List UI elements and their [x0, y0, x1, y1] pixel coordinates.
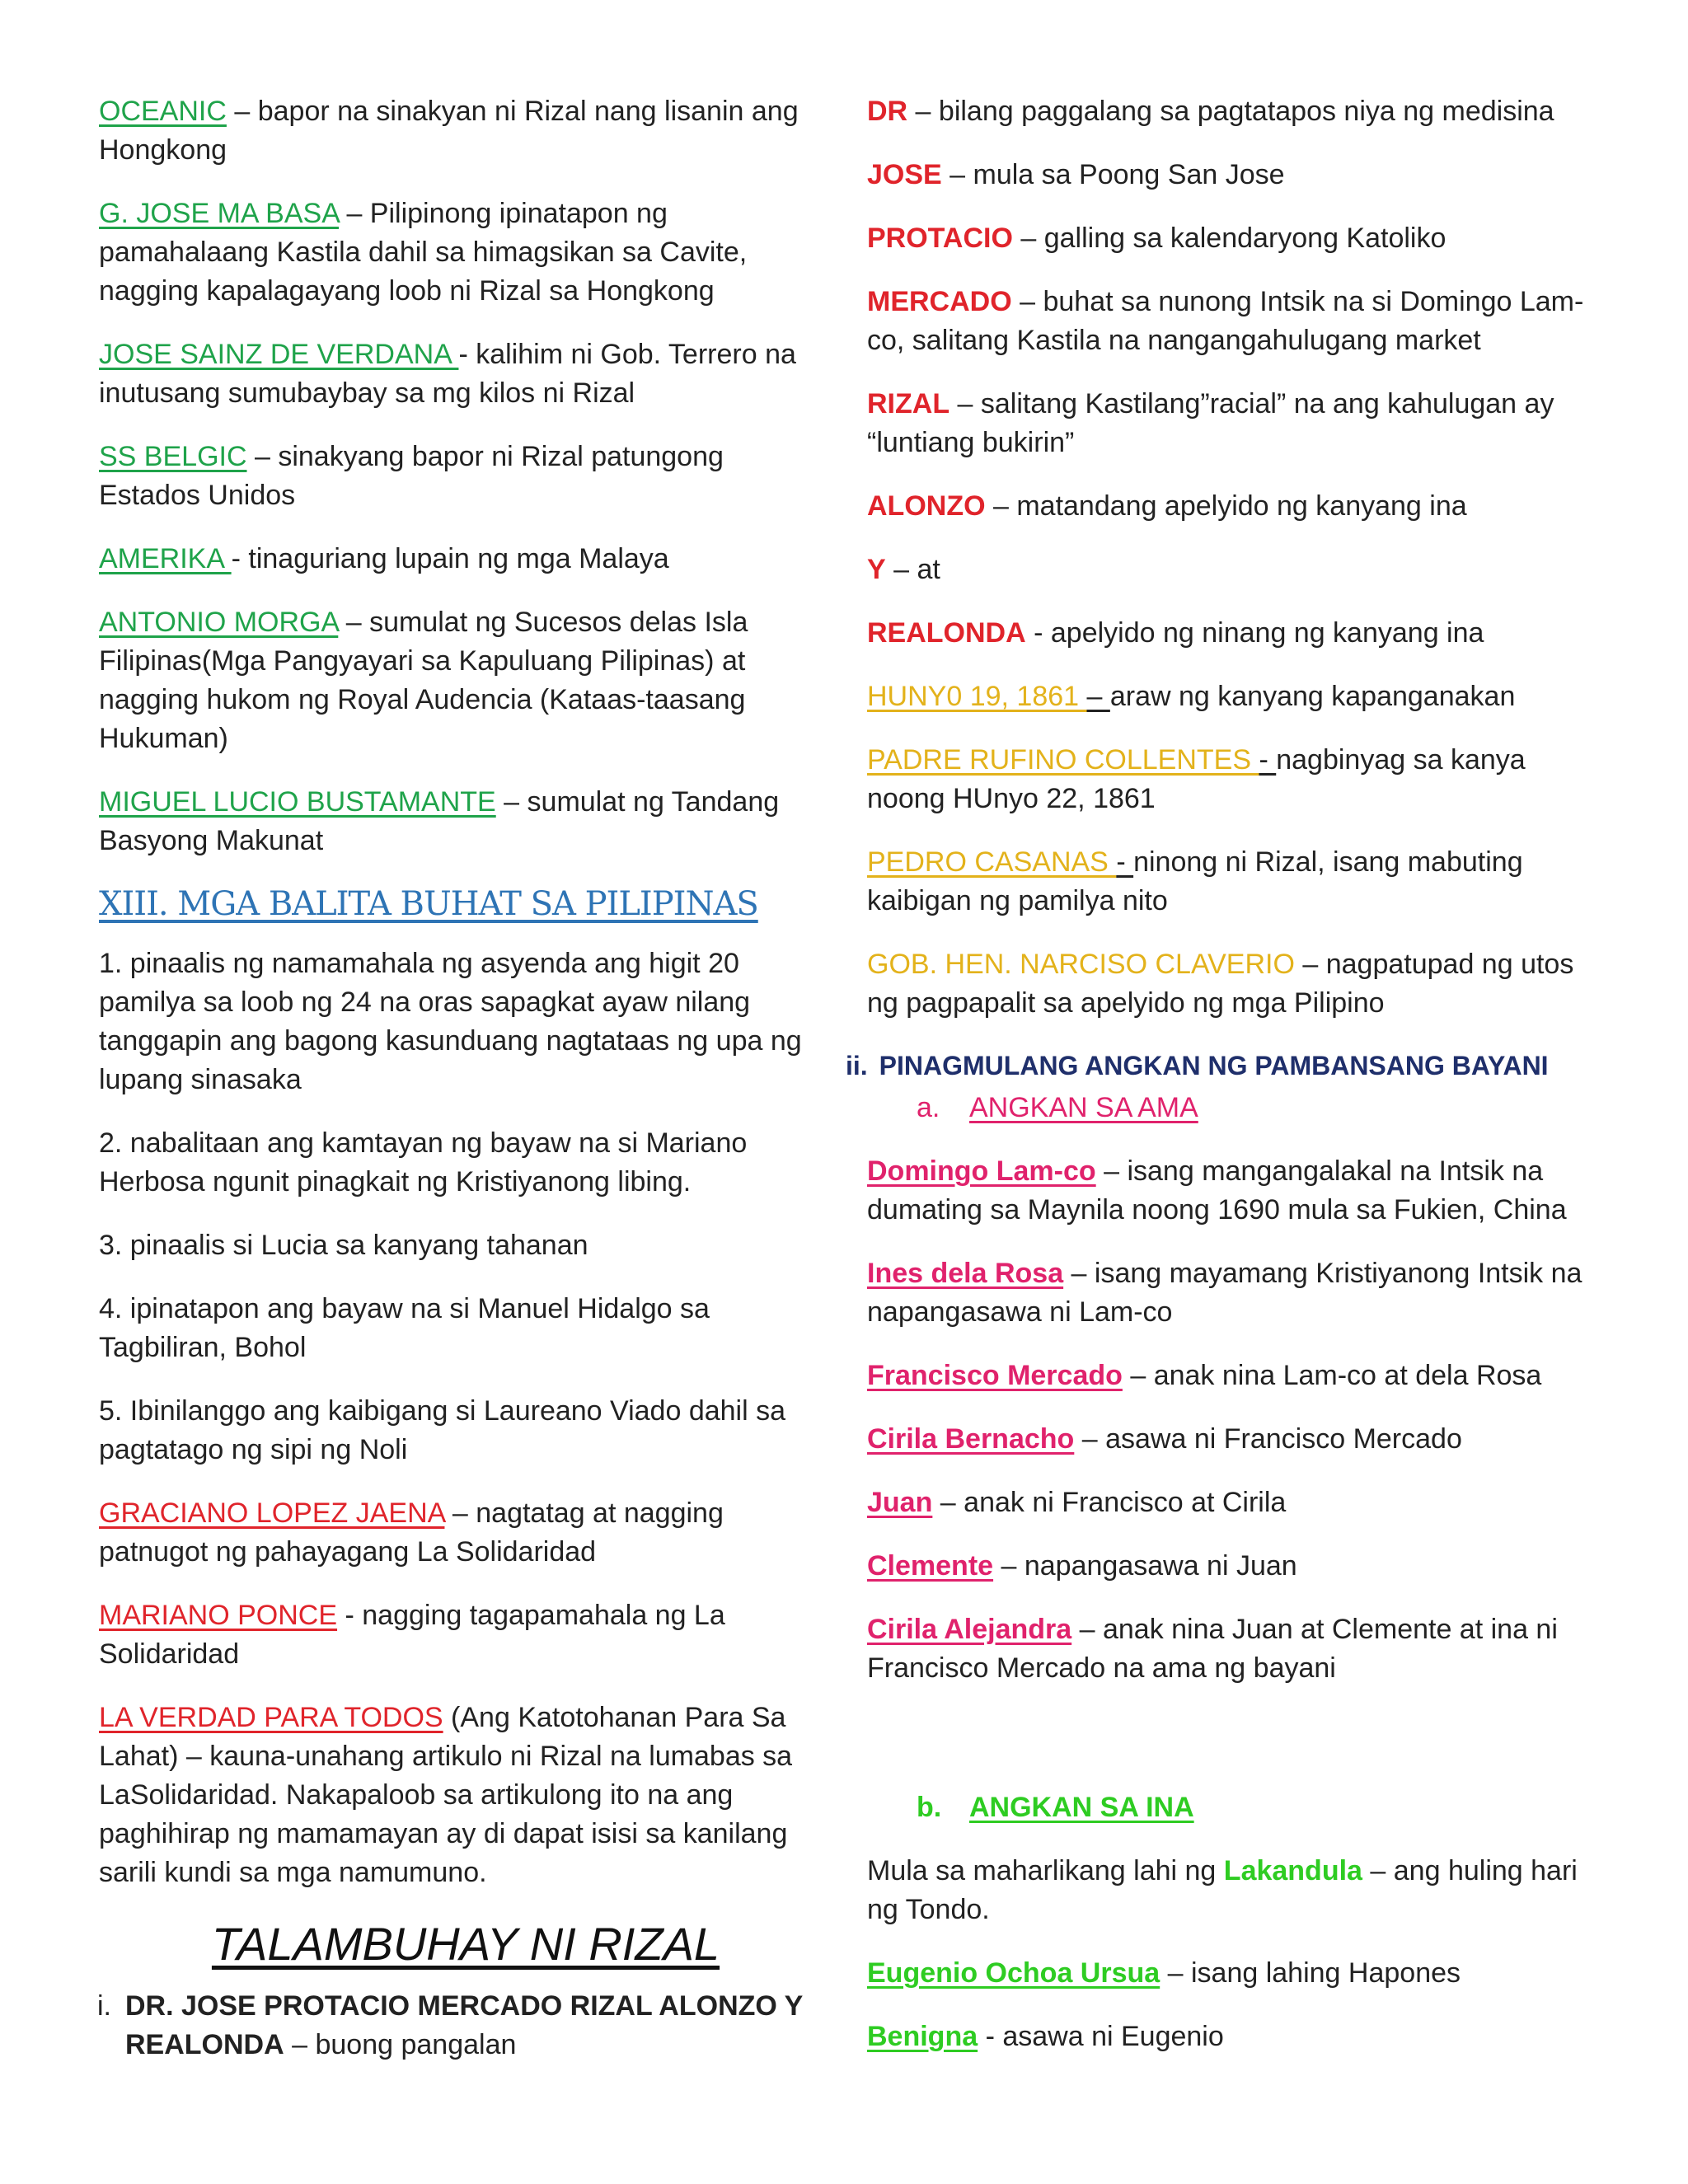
name-part-alonzo [867, 487, 1592, 526]
ancestor-name: Lakandula [1223, 1855, 1362, 1886]
subheading-label: PINAGMULANG ANGKAN NG PAMBANSANG BAYANI [879, 1051, 1549, 1080]
ancestor-name: Eugenio Ochoa Ursua [867, 1957, 1160, 1989]
news-item: 3. pinaalis si Lucia sa kanyang tahanan [99, 1230, 588, 1261]
name-part-mercado [867, 283, 1592, 360]
entry-definition: nagbinyag sa kanya noong HUnyo 22, 1861 [867, 744, 1526, 814]
entry-graciano-lopez-jaena [99, 1494, 832, 1572]
full-name: DR. JOSE PROTACIO MERCADO RIZAL ALONZO Y REALONDA [125, 1990, 803, 2060]
item-i-full-name [99, 1987, 832, 2064]
entry-padre-rufino [867, 741, 1592, 818]
left-column [99, 92, 832, 2089]
ancestor-description: – napangasawa ni Juan [993, 1550, 1297, 1582]
right-column [846, 92, 1592, 2081]
father-line-cirila-bernacho [867, 1420, 1592, 1459]
list-letter: b. [917, 1792, 942, 1823]
entry-definition: – nagpatupad ng utos ng pagpapalit sa apelyido ng mga Pilipino [867, 949, 1574, 1019]
name-part-jose [867, 156, 1592, 194]
entry-term: LA VERDAD PARA TODOS [99, 1702, 443, 1733]
ancestor-name: Juan [867, 1487, 933, 1518]
ancestor-description: – isang mayamang Kristiyanong Intsik na napangasawa ni Lam-co [867, 1258, 1582, 1328]
entry-jose-ma-basa [99, 194, 832, 311]
mother-line-benigna [867, 2018, 1592, 2056]
biography-title: TALAMBUHAY NI RIZAL [211, 1918, 720, 1970]
entry-term: ANTONIO MORGA [99, 607, 339, 638]
name-part-definition: – at [885, 554, 940, 585]
news-item: 4. ipinatapon ang bayaw na si Manuel Hidalgo sa Tagbiliran, Bohol [99, 1293, 710, 1363]
entry-term: MIGUEL LUCIO BUSTAMANTE [99, 786, 496, 818]
entry-term: AMERIKA [99, 543, 232, 574]
entry-term: JOSE SAINZ DE VERDANA [99, 339, 459, 370]
entry-definition: – Pilipinong ipinatapon ng pamahalaang Kastila dahil sa himagsikan sa Cavite, nagging kapalagayang loob ni Rizal sa Hongkong [99, 198, 748, 307]
subheading-ii [846, 1047, 1592, 1084]
entry-birth-date [867, 677, 1592, 716]
mother-line-eugenio [867, 1954, 1592, 1993]
ancestor-description: - asawa ni Eugenio [978, 2021, 1224, 2052]
entry-definition: - tinaguriang lupain ng mga Malaya [231, 543, 669, 574]
name-part-term: MERCADO [867, 286, 1012, 317]
entry-term: OCEANIC [99, 96, 227, 127]
entry-definition: – nagtatag at nagging patnugot ng pahayagang La Solidaridad [99, 1497, 724, 1568]
spacer [867, 1713, 1592, 1788]
entry-dash: - [1259, 744, 1277, 776]
entry-miguel-lucio-bustamante [99, 783, 832, 860]
ancestor-name: Ines dela Rosa [867, 1258, 1064, 1289]
entry-definition: – bapor na sinakyan ni Rizal nang lisanin ang Hongkong [99, 96, 799, 166]
entry-oceanic [99, 92, 832, 170]
entry-term: PADRE RUFINO COLLENTES [867, 744, 1259, 776]
mother-intro [867, 1852, 1592, 1929]
entry-mariano-ponce [99, 1596, 832, 1674]
name-part-definition: - apelyido ng ninang ng kanyang ina [1025, 617, 1484, 649]
ancestor-description: – anak ni Francisco at Cirila [932, 1487, 1287, 1518]
entry-pedro-casanas [867, 843, 1592, 921]
mother-intro-text: – ang huling hari ng Tondo. [867, 1855, 1578, 1925]
entry-amerika [99, 540, 832, 579]
father-line-cirila-alejandra [867, 1610, 1592, 1688]
name-part-rizal [867, 385, 1592, 462]
section-heading: XIII. MGA BALITA BUHAT SA PILIPINAS [99, 885, 758, 923]
entry-term: GRACIANO LOPEZ JAENA [99, 1497, 445, 1529]
entry-definition: – sinakyang bapor ni Rizal patungong Estados Unidos [99, 441, 724, 511]
father-line-domingo [867, 1152, 1592, 1230]
name-part-protacio [867, 219, 1592, 258]
ancestor-name: Cirila Bernacho [867, 1423, 1075, 1455]
name-part-definition: – galling sa kalendaryong Katoliko [1012, 223, 1447, 254]
ancestor-name: Domingo Lam-co [867, 1155, 1096, 1187]
list-number: ii. [846, 1051, 868, 1080]
entry-jose-sainz [99, 335, 832, 413]
entry-term: SS BELGIC [99, 441, 247, 472]
name-part-term: PROTACIO [867, 223, 1013, 254]
entry-term: HUNY0 19, 1861 [867, 681, 1087, 712]
ancestor-description: – anak nina Lam-co at dela Rosa [1122, 1360, 1542, 1391]
entry-narciso-claverio [867, 945, 1592, 1023]
name-part-definition: – salitang Kastilang”racial” na ang kahulugan ay “luntiang bukirin” [867, 388, 1554, 458]
ancestor-description: – isang mangangalakal na Intsik na dumating sa Maynila noong 1690 mula sa Fukien, China [867, 1155, 1567, 1226]
ancestor-name: Francisco Mercado [867, 1360, 1123, 1391]
name-part-term: REALONDA [867, 617, 1026, 649]
entry-definition: - kalihim ni Gob. Terrero na inutusang sumubaybay sa mg kilos ni Rizal [99, 339, 796, 409]
subheading-a [917, 1089, 1592, 1127]
name-part-term: Y [867, 554, 886, 585]
entry-antonio-morga [99, 603, 832, 758]
entry-definition: ninong ni Rizal, isang mabuting kaibigan ng pamilya nito [867, 846, 1523, 916]
name-part-term: ALONZO [867, 490, 986, 522]
mother-intro-text: Mula sa maharlikang lahi ng [867, 1855, 1224, 1886]
subheading-label: ANGKAN SA INA [969, 1792, 1194, 1823]
news-item: 5. Ibinilanggo ang kaibigang si Laureano Viado dahil sa pagtatago ng sipi ng Noli [99, 1395, 786, 1465]
father-line-ines [867, 1254, 1592, 1332]
subheading-label: ANGKAN SA AMA [969, 1092, 1198, 1123]
entry-definition: (Ang Katotohanan Para Sa Lahat) – kauna-unahang artikulo ni Rizal na lumabas sa LaSolidaridad. Nakapaloob sa artikulong ito na ang paghihirap ng mamamayan ay di dapat isisi sa kanilang sarili kundi sa mga namumuno. [99, 1702, 793, 1888]
entry-term: PEDRO CASANAS [867, 846, 1117, 878]
entry-definition: araw ng kanyang kapanganakan [1109, 681, 1516, 712]
list-number: i. [97, 1990, 111, 2022]
father-line-clemente [867, 1547, 1592, 1586]
ancestor-description: – asawa ni Francisco Mercado [1074, 1423, 1462, 1455]
entry-term: GOB. HEN. NARCISO CLAVERIO [867, 949, 1295, 980]
full-name-definition: – buong pangalan [284, 2029, 517, 2060]
name-part-dr [867, 92, 1592, 131]
entry-term: MARIANO PONCE [99, 1600, 338, 1631]
entry-la-verdad [99, 1699, 832, 1892]
entry-ss-belgic [99, 438, 832, 515]
ancestor-name: Clemente [867, 1550, 994, 1582]
entry-definition: – sumulat ng Tandang Basyong Makunat [99, 786, 780, 856]
entry-term: G. JOSE MA BASA [99, 198, 339, 229]
name-part-definition: – matandang apelyido ng kanyang ina [985, 490, 1467, 522]
name-part-term: JOSE [867, 159, 942, 190]
name-part-y [867, 551, 1592, 589]
name-part-definition: – bilang paggalang sa pagtatapos niya ng medisina [907, 96, 1554, 127]
ancestor-description: – isang lahing Hapones [1160, 1957, 1461, 1989]
father-line-francisco [867, 1357, 1592, 1395]
name-part-term: RIZAL [867, 388, 950, 419]
name-part-term: DR [867, 96, 908, 127]
name-part-definition: – buhat sa nunong Intsik na si Domingo Lam-co, salitang Kastila na nangangahulugang market [867, 286, 1584, 356]
ancestor-description: – anak nina Juan at Clemente at ina ni Francisco Mercado na ama ng bayani [867, 1614, 1558, 1684]
father-line-juan [867, 1483, 1592, 1522]
entry-dash: - [1116, 846, 1134, 878]
ancestor-name: Benigna [867, 2021, 978, 2052]
list-letter: a. [917, 1092, 940, 1123]
ancestor-name: Cirila Alejandra [867, 1614, 1072, 1645]
subheading-b [917, 1788, 1592, 1827]
news-item: 1. pinaalis ng namamahala ng asyenda ang higit 20 pamilya sa loob ng 24 na oras sapagkat ayaw nilang tanggapin ang bagong kasunduang nagtataas ng upa ng lupang sinasaka [99, 948, 802, 1095]
news-item: 2. nabalitaan ang kamtayan ng bayaw na si Mariano Herbosa ngunit pinagkait ng Kristiyanong libing. [99, 1127, 748, 1197]
name-part-definition: – mula sa Poong San Jose [941, 159, 1285, 190]
entry-dash: – [1086, 681, 1110, 712]
entry-definition: – sumulat ng Sucesos delas Isla Filipinas(Mga Pangyayari sa Kapuluang Pilipinas) at nagging hukom ng Royal Audencia (Kataas-taasang Hukuman) [99, 607, 748, 754]
entry-definition: - nagging tagapamahala ng La Solidaridad [99, 1600, 725, 1670]
name-part-realonda [867, 614, 1592, 653]
